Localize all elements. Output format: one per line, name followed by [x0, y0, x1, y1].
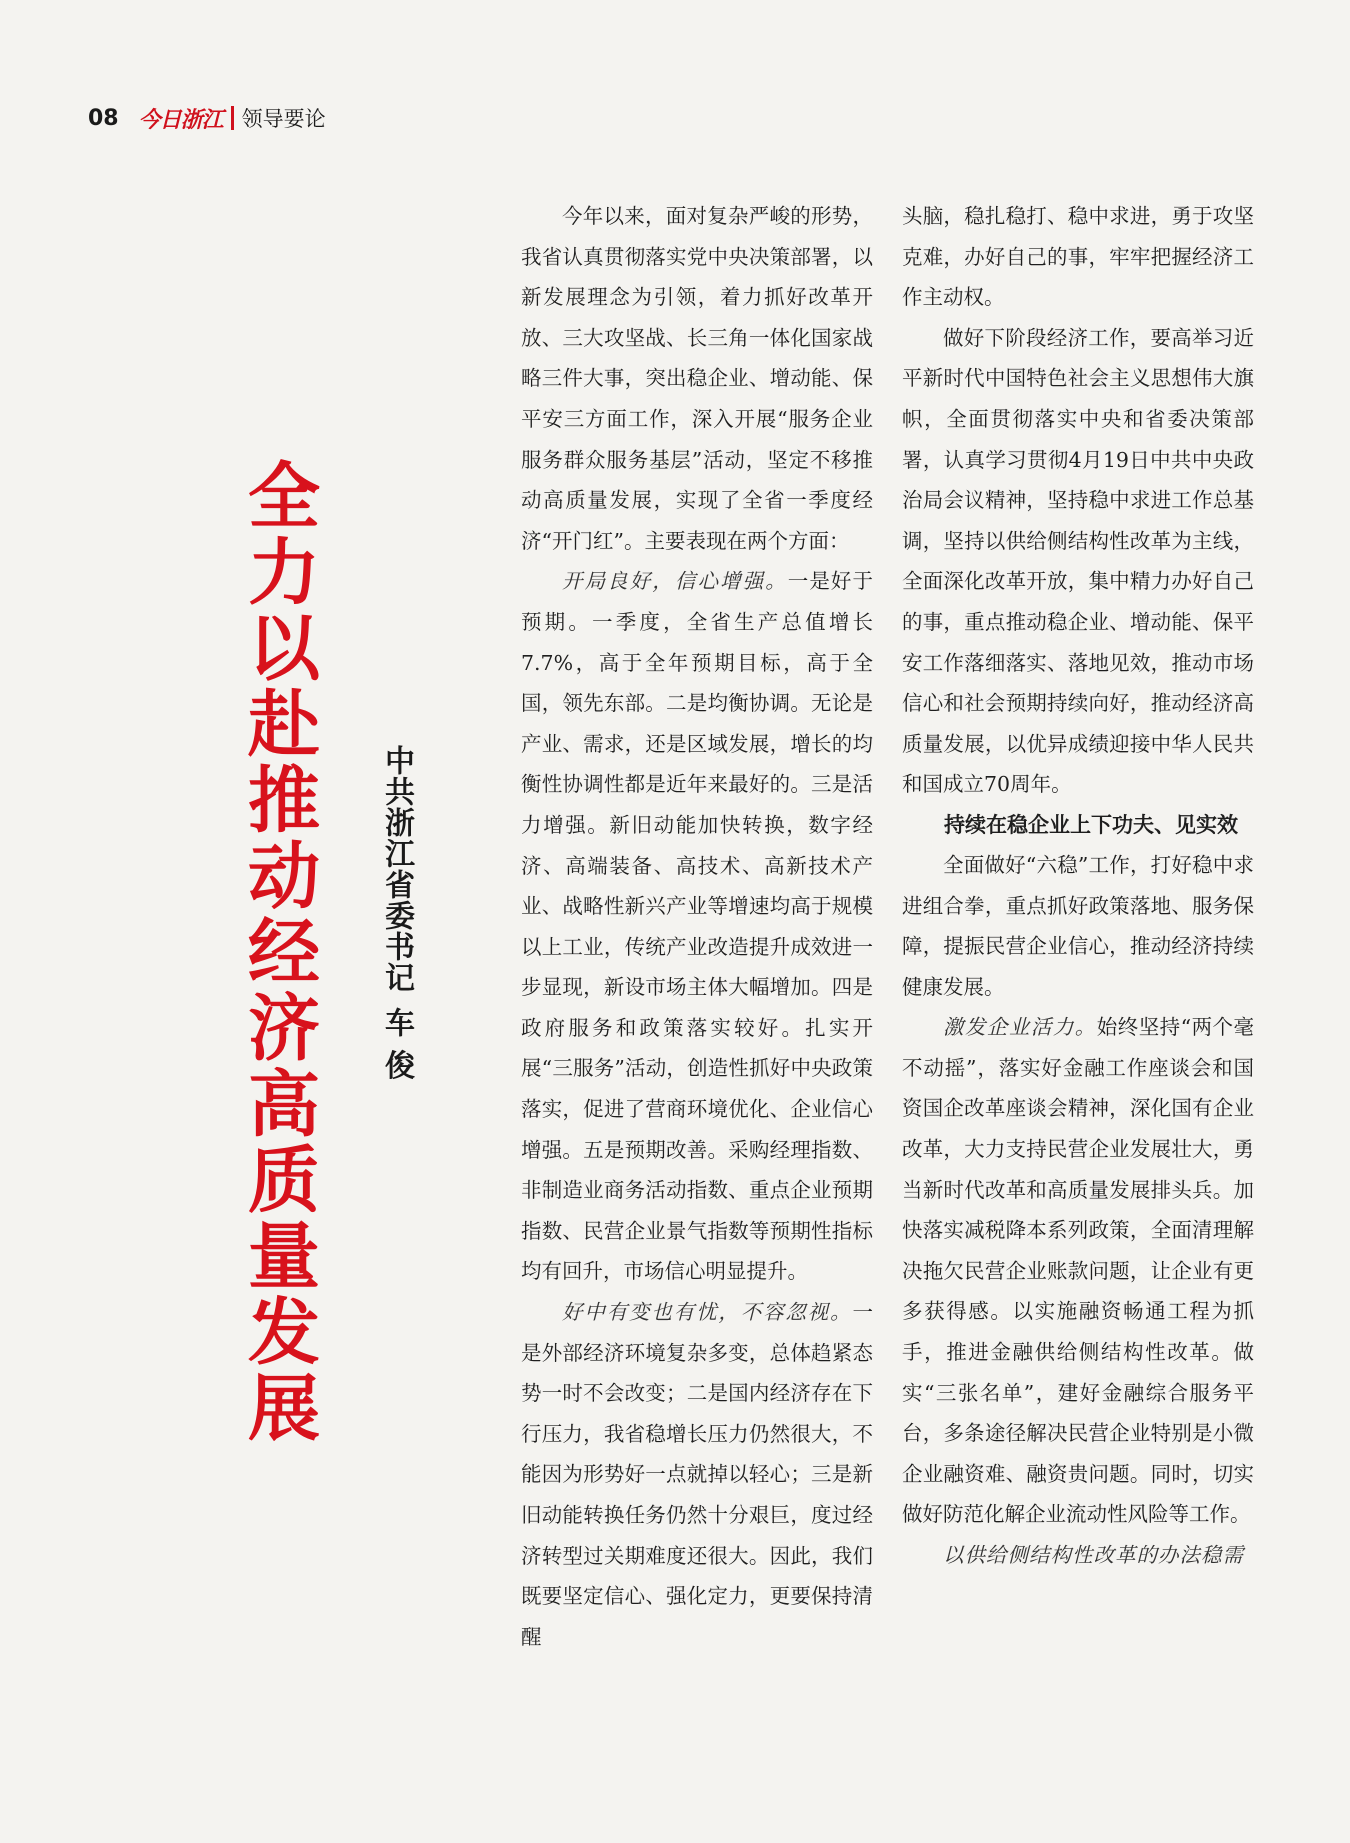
byline-name: 车 俊 [379, 1007, 414, 1081]
page-header [88, 103, 326, 133]
lead-in-enterprise-vitality: 激发企业活力。 [943, 1015, 1097, 1040]
paragraph-concerns [521, 1292, 873, 1657]
paragraph-good-start [521, 561, 873, 1292]
section-subhead: 持续在稳企业上下功夫、见实效 [944, 812, 1238, 837]
section-name: 领导要论 [241, 107, 326, 131]
article-column-left [521, 196, 873, 1657]
paragraph-next-stage: 做好下阶段经济工作，要高举习近平新时代中国特色社会主义思想伟大旗帜，全面贯彻落实中央和省委决策部署，认真学习贯彻4月19日中共中央政治局会议精神，坚持稳中求进工作总基调，坚持以供给侧结构性改革为主线，全面深化改革开放，集中精力办好自己的事，重点推动稳企业、增动能、保平安工作落细落实、落地见效，推动市场信心和社会预期持续向好，推动经济高质量发展，以优异成绩迎接中华人民共和国成立70周年。 [902, 325, 1254, 797]
paragraph-enterprise-vitality-body: 始终坚持“两个毫不动摇”，落实好金融工作座谈会和国资国企改革座谈会精神，深化国有企业改革，大力支持民营企业发展壮大，勇当新时代改革和高质量发展排头兵。加快落实减税降本系列政策，全面清理解决拖欠民营企业账款问题，让企业有更多获得感。以实施融资畅通工程为抓手，推进金融供给侧结构性改革。做实“三张名单”，建好金融综合服务平台，多条途径解决民营企业特别是小微企业融资难、融资贵问题。同时，切实做好防范化解企业流动性风险等工作。 [902, 1015, 1255, 1527]
page-number: 08 [88, 105, 119, 131]
paragraph-six-stability: 全面做好“六稳”工作，打好稳中求进组合拳，重点抓好政策落地、服务保障，提振民营企业信心，推动经济持续健康发展。 [902, 852, 1254, 999]
article-column-right [902, 196, 1254, 1576]
paragraph-intro: 今年以来，面对复杂严峻的形势，我省认真贯彻落实党中央决策部署，以新发展理念为引领，着力抓好改革开放、三大攻坚战、长三角一体化国家战略三件大事，突出稳企业、增动能、保平安三方面工作，深入开展“服务企业服务群众服务基层”活动，坚定不移推动高质量发展，实现了全省一季度经济“开门红”。主要表现在两个方面： [521, 204, 873, 553]
paragraph-supply-side [902, 1535, 1254, 1576]
lead-in-good-start: 开局良好，信心增强。 [562, 569, 788, 594]
article-title: 全力以赴推动经济高质量发展 [236, 458, 320, 1446]
lead-in-concerns: 好中有变也有忧，不容忽视。 [562, 1300, 853, 1325]
paragraph-continued: 头脑，稳扎稳打、稳中求进，勇于攻坚克难，办好自己的事，牢牢把握经济工作主动权。 [902, 204, 1254, 310]
paragraph-good-start-body: 一是好于预期。一季度，全省生产总值增长7.7%，高于全年预期目标，高于全国，领先东部。二是均衡协调。无论是产业、需求，还是区域发展，增长的均衡性协调性都是近年来最好的。三是活力增强。新旧动能加快转换，数字经济、高端装备、高技术、高新技术产业、战略性新兴产业等增速均高于规模以上工业，传统产业改造提升成效进一步显现，新设市场主体大幅增加。四是政府服务和政策落实较好。扎实开展“三服务”活动，创造性抓好中央政策落实，促进了营商环境优化、企业信心增强。五是预期改善。采购经理指数、非制造业商务活动指数、重点企业预期指数、民营企业景气指数等预期性指标均有回升，市场信心明显提升。 [521, 569, 874, 1284]
header-divider [231, 106, 234, 130]
paragraph-concerns-body: 一是外部经济环境复杂多变，总体趋紧态势一时不会改变；二是国内经济存在下行压力，我省稳增长压力仍然很大，不能因为形势好一点就掉以轻心；三是新旧动能转换任务仍然十分艰巨，度过经济转型过关期难度还很大。因此，我们既要坚定信心、强化定力，更要保持清醒 [521, 1300, 873, 1649]
lead-in-supply-side: 以供给侧结构性改革的办法稳需 [943, 1543, 1244, 1567]
magazine-logo: 今日浙江 [138, 106, 223, 133]
paragraph-enterprise-vitality [902, 1007, 1254, 1535]
byline-role: 中共浙江省委书记 [379, 745, 414, 993]
byline [378, 745, 414, 1080]
